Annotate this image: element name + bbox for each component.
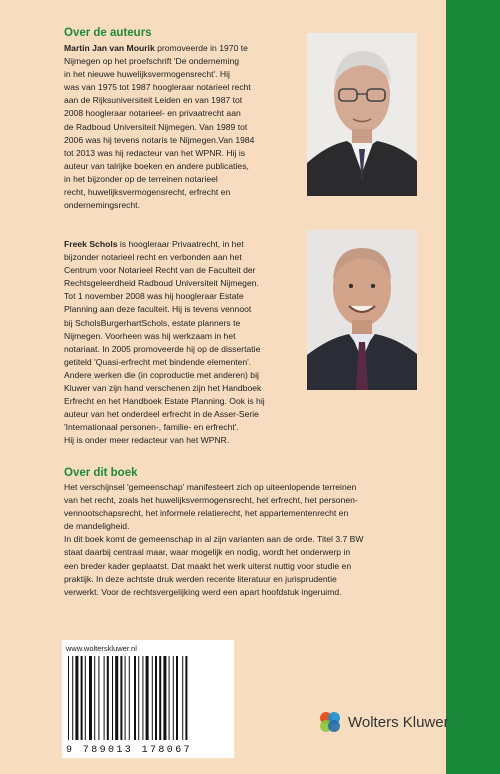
author2-line-5: Planning aan deze faculteit. Hij is tevens vennoot xyxy=(64,304,252,315)
author2-line-13: auteur van het onderdeel erfrecht in de Asser-Serie xyxy=(64,409,259,420)
book-line-3: de mandeligheid. xyxy=(64,521,130,532)
book-line-7: praktijk. In deze achtste druk werden recente literatuur en jurisprudentie xyxy=(64,573,337,584)
author1-line-0: promoveerde in 1970 te xyxy=(154,43,248,53)
author1-line-11: recht, huwelijksvermogensrecht, erfrecht en xyxy=(64,187,231,198)
author2-line-15: Hij is onder meer redacteur van het WPNR. xyxy=(64,435,230,446)
author1-line-9: auteur van talrijke boeken en andere publicaties, xyxy=(64,160,249,171)
book-line-8: verwerkt. Voor de rechtsvergelijking werd een apart hoofdstuk ingeruimd. xyxy=(64,586,342,597)
author1-line-3: was van 1975 tot 1987 hoogleraar notarieel recht xyxy=(64,82,251,93)
barcode-panel xyxy=(62,640,234,758)
author2-line-7: Nijmegen. Voorheen was hij werkzaam in het xyxy=(64,330,236,341)
website-url: www.wolterskluwer.nl xyxy=(66,644,137,653)
author2-line-10: Andere werken die (in coproductie met anderen) bij xyxy=(64,369,259,380)
author2-line-0: is hoogleraar Privaatrecht, in het xyxy=(117,239,244,249)
author2-line-14: 'Internationaal personen-, familie- en erfrecht'. xyxy=(64,422,239,433)
publisher-name: Wolters Kluwer xyxy=(348,713,449,731)
author1-line-8: tot 2013 was hij redacteur van het WPNR. Hij is xyxy=(64,147,246,158)
author1-name: Martin Jan van Mourik xyxy=(64,43,155,53)
isbn-number: 9 789013 178067 xyxy=(66,745,193,756)
author2-line-2: Centrum voor Notarieel Recht van de Faculteit der xyxy=(64,265,256,276)
heading-about-book: Over dit boek xyxy=(64,467,138,479)
author2-line-6: bij ScholsBurgerhartSchols, estate planners te xyxy=(64,317,241,328)
author2-bio xyxy=(64,238,309,448)
book-line-1: van het recht, zoals het huwelijksvermogensrecht, het erfrecht, het personen- xyxy=(64,495,358,506)
author1-line-7: 2006 was hij tevens notaris te Nijmegen.Van 1984 xyxy=(64,134,255,145)
author1-line-10: in het bijzonder op de terreinen notarieel xyxy=(64,173,218,184)
author2-line-4: Tot 1 november 2008 was hij hoogleraar Estate xyxy=(64,291,244,302)
book-line-4: In dit boek komt de gemeenschap in al zijn varianten aan de orde. Titel 3.7 BW xyxy=(64,534,364,545)
barcode-icon xyxy=(66,656,230,742)
book-description xyxy=(64,481,434,599)
author1-bio xyxy=(64,42,304,212)
author2-photo xyxy=(307,230,417,390)
book-line-5: staat daarbij centraal maar, waar mogelijk en nodig, wordt het onderwerp in xyxy=(64,547,351,558)
author1-line-2: in het nieuwe huwelijksvermogensrecht'. Hij xyxy=(64,69,230,80)
spine-stripe xyxy=(446,0,500,774)
author2-line-11: Kluwer van zijn hand verschenen zijn het Handboek xyxy=(64,383,262,394)
book-line-2: vennootschapsrecht, het informele relatierecht, het appartementenrecht en xyxy=(64,508,349,519)
author2-line-8: notariaat. In 2005 promoveerde hij op de dissertatie xyxy=(64,343,261,354)
author1-line-5: 2008 hoogleraar notarieel- en privaatrecht aan xyxy=(64,108,241,119)
author1-line-12: ondernemingsrecht. xyxy=(64,200,140,211)
author2-line-3: Rechtsgeleerdheid Radboud Universiteit Nijmegen. xyxy=(64,278,259,289)
publisher-logo xyxy=(318,710,449,734)
author1-photo xyxy=(307,33,417,196)
author2-line-9: getiteld 'Quasi-erfrecht met bindende elementen'. xyxy=(64,356,252,367)
author1-line-4: aan de Rijksuniversiteit Leiden en van 1987 tot xyxy=(64,95,243,106)
author2-line-1: bijzonder notarieel recht en verbonden aan het xyxy=(64,252,242,263)
book-line-6: een breder kader geplaatst. Dat maakt het werk uiterst nuttig voor studie en xyxy=(64,560,352,571)
author1-line-1: Nijmegen op het proefschrift 'De onderneming xyxy=(64,56,240,67)
author1-line-6: de Radboud Universiteit Nijmegen. Van 1989 tot xyxy=(64,121,248,132)
author2-name: Freek Schols xyxy=(64,239,118,249)
author2-line-12: Erfrecht en het Handboek Estate Planning. Ook is hij xyxy=(64,396,265,407)
book-line-0: Het verschijnsel 'gemeenschap' manifesteert zich op uiteenlopende terreinen xyxy=(64,482,357,492)
heading-about-authors: Over de auteurs xyxy=(64,27,152,39)
wolters-kluwer-icon xyxy=(318,710,342,734)
